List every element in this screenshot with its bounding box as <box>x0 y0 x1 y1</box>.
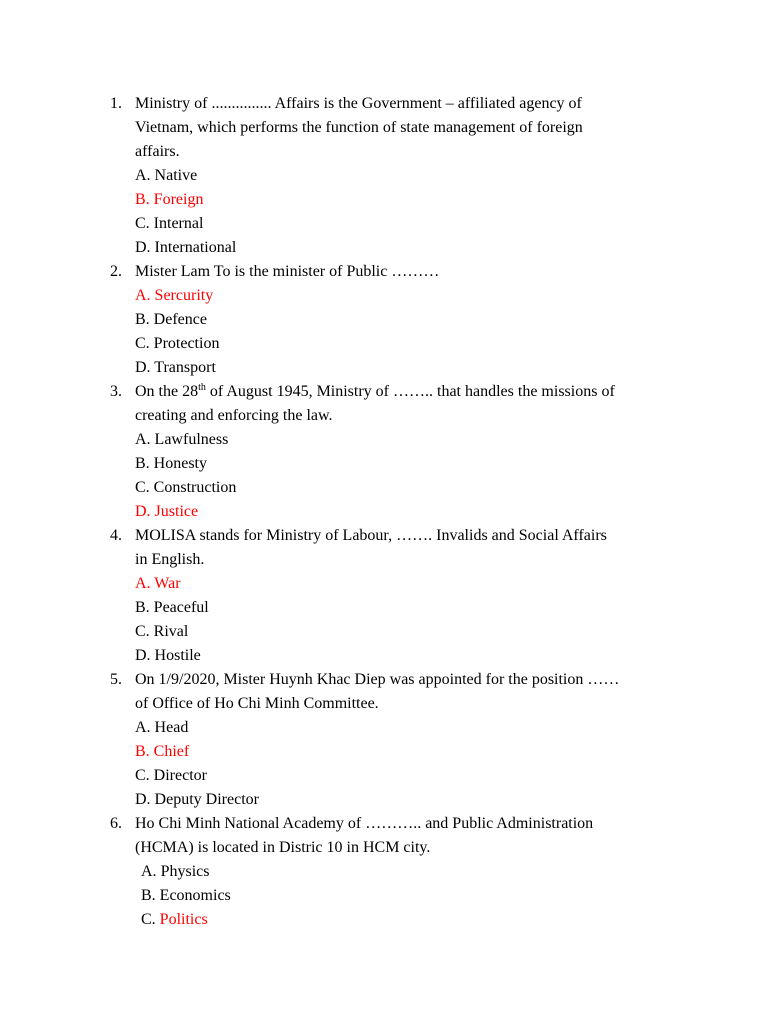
question-text-line: (HCMA) is located in Distric 10 in HCM city. <box>135 839 431 856</box>
option-a: A. Lawfulness <box>135 431 229 448</box>
question-text-line: Ho Chi Minh National Academy of ……….. and Public Administration <box>135 815 594 832</box>
question-text-line: in English. <box>135 551 205 568</box>
question-number: 4. <box>110 527 122 544</box>
question-3 <box>0 380 768 404</box>
question-text-line: On 1/9/2020, Mister Huynh Khac Diep was appointed for the position …… <box>135 671 620 688</box>
option-c: C. Construction <box>135 479 237 496</box>
option-text: Politics <box>159 911 208 928</box>
question-text-part: of August 1945, Ministry of …….. that handles the missions of <box>205 383 615 400</box>
question-number: 2. <box>110 263 122 280</box>
question-text-line: affairs. <box>135 143 180 160</box>
option-b-correct-answer: B. Chief <box>135 743 190 760</box>
option-a: A. Head <box>135 719 189 736</box>
question-6 <box>0 812 768 836</box>
option-text: Physics <box>160 863 210 880</box>
question-5 <box>0 668 768 692</box>
question-1 <box>0 92 768 116</box>
option-b-correct-answer: B. Foreign <box>135 191 204 208</box>
option-letter: B. <box>141 887 156 904</box>
option-d-correct-answer: D. Justice <box>135 503 199 520</box>
question-text-line: of Office of Ho Chi Minh Committee. <box>135 695 379 712</box>
question-number: 3. <box>110 383 122 400</box>
question-text-line: Mister Lam To is the minister of Public ……… <box>135 263 440 280</box>
question-text-line: MOLISA stands for Ministry of Labour, ……. Invalids and Social Affairs <box>135 527 607 544</box>
option-d: D. Deputy Director <box>135 791 259 808</box>
option-d: D. International <box>135 239 237 256</box>
quiz-document <box>0 92 768 932</box>
question-2 <box>0 260 768 284</box>
option-a <box>141 860 209 884</box>
question-text-line <box>135 380 615 404</box>
option-b: B. Honesty <box>135 455 207 472</box>
option-a-correct-answer: A. War <box>135 575 181 592</box>
question-4 <box>0 524 768 548</box>
option-c: C. Rival <box>135 623 189 640</box>
option-b <box>141 884 231 908</box>
option-c: C. Protection <box>135 335 220 352</box>
option-c-correct-answer <box>141 908 208 932</box>
option-c: C. Internal <box>135 215 204 232</box>
question-number: 6. <box>110 815 122 832</box>
question-number: 5. <box>110 671 122 688</box>
option-letter: C. <box>141 911 156 928</box>
option-a-correct-answer: A. Sercurity <box>135 287 214 304</box>
option-d: D. Transport <box>135 359 216 376</box>
question-text-part: On the 28 <box>135 383 199 400</box>
question-text-line: Ministry of ............... Affairs is the Government – affiliated agency of <box>135 95 582 112</box>
option-text: Economics <box>159 887 231 904</box>
ordinal-superscript: th <box>198 382 206 393</box>
question-number: 1. <box>110 95 122 112</box>
option-d: D. Hostile <box>135 647 201 664</box>
question-text-line: creating and enforcing the law. <box>135 407 333 424</box>
option-b: B. Peaceful <box>135 599 209 616</box>
option-a: A. Native <box>135 167 198 184</box>
option-c: C. Director <box>135 767 207 784</box>
option-letter: A. <box>141 863 157 880</box>
option-b: B. Defence <box>135 311 207 328</box>
question-text-line: Vietnam, which performs the function of state management of foreign <box>135 119 583 136</box>
